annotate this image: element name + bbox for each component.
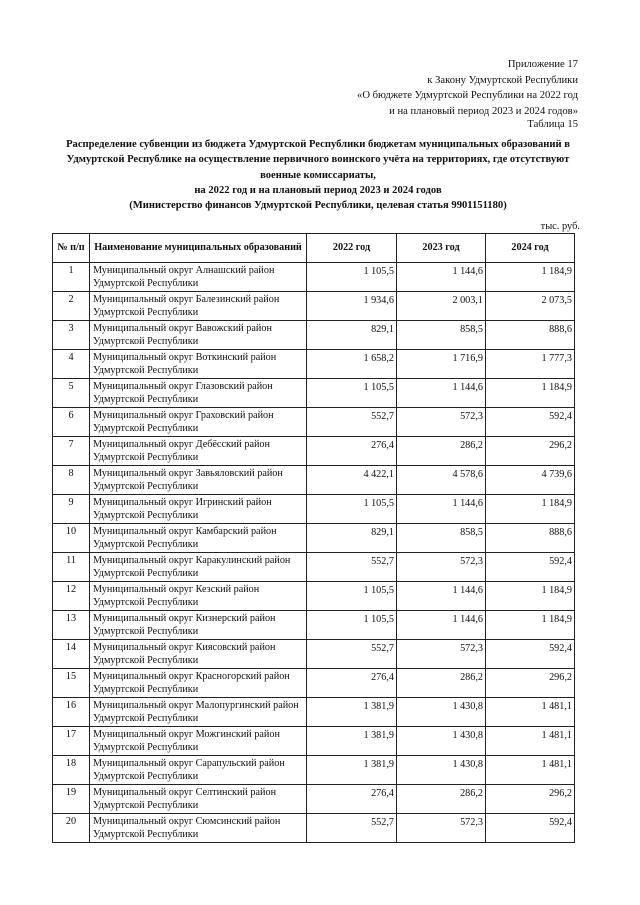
value-2024: 592,4	[486, 408, 575, 437]
table-row	[53, 698, 575, 727]
table-row	[53, 669, 575, 698]
row-number: 5	[53, 379, 90, 408]
municipality-name: Муниципальный округ Кезский район Удмуртской Республики	[90, 582, 307, 611]
municipality-name: Муниципальный округ Балезинский район Удмуртской Республики	[90, 292, 307, 321]
value-2023: 572,3	[397, 553, 486, 582]
row-number: 16	[53, 698, 90, 727]
municipality-name: Муниципальный округ Алнашский район Удмуртской Республики	[90, 263, 307, 292]
appendix-header	[357, 57, 578, 119]
row-number: 15	[53, 669, 90, 698]
row-number: 11	[53, 553, 90, 582]
row-number: 2	[53, 292, 90, 321]
value-2022: 276,4	[307, 669, 397, 698]
document-title	[50, 137, 586, 198]
municipality-name: Муниципальный округ Игринский район Удмуртской Республики	[90, 495, 307, 524]
municipality-name: Муниципальный округ Каракулинский район Удмуртской Республики	[90, 553, 307, 582]
value-2022: 552,7	[307, 408, 397, 437]
municipality-name: Муниципальный округ Завьяловский район Удмуртской Республики	[90, 466, 307, 495]
col-header-num: № п/п	[53, 234, 90, 263]
value-2024: 2 073,5	[486, 292, 575, 321]
subvention-table	[52, 233, 575, 843]
value-2024: 1 184,9	[486, 263, 575, 292]
value-2024: 888,6	[486, 524, 575, 553]
table-row	[53, 379, 575, 408]
value-2024: 296,2	[486, 437, 575, 466]
row-number: 18	[53, 756, 90, 785]
col-header-2023: 2023 год	[397, 234, 486, 263]
value-2022: 1 381,9	[307, 756, 397, 785]
row-number: 3	[53, 321, 90, 350]
value-2022: 1 105,5	[307, 263, 397, 292]
table-row	[53, 611, 575, 640]
value-2023: 572,3	[397, 640, 486, 669]
row-number: 4	[53, 350, 90, 379]
table-row	[53, 814, 575, 843]
value-2022: 829,1	[307, 321, 397, 350]
table-row	[53, 437, 575, 466]
row-number: 10	[53, 524, 90, 553]
value-2024: 592,4	[486, 640, 575, 669]
appendix-line: Приложение 17	[507, 59, 578, 70]
municipality-name: Муниципальный округ Вавожский район Удмуртской Республики	[90, 321, 307, 350]
value-2024: 1 184,9	[486, 379, 575, 408]
municipality-name: Муниципальный округ Малопургинский район Удмуртской Республики	[90, 698, 307, 727]
row-number: 14	[53, 640, 90, 669]
value-2024: 1 184,9	[486, 582, 575, 611]
value-2022: 1 105,5	[307, 379, 397, 408]
value-2023: 1 430,8	[397, 698, 486, 727]
appendix-line: к Закону Удмуртской Республики	[427, 74, 578, 86]
col-header-2024: 2024 год	[486, 234, 575, 263]
row-number: 8	[53, 466, 90, 495]
municipality-name: Муниципальный округ Глазовский район Удмуртской Республики	[90, 379, 307, 408]
value-2022: 1 105,5	[307, 582, 397, 611]
table-row	[53, 553, 575, 582]
value-2024: 592,4	[486, 553, 575, 582]
value-2023: 1 716,9	[397, 350, 486, 379]
table-row	[53, 408, 575, 437]
value-2023: 2 003,1	[397, 292, 486, 321]
table-row	[53, 495, 575, 524]
table-row	[53, 756, 575, 785]
value-2022: 276,4	[307, 785, 397, 814]
row-number: 17	[53, 727, 90, 756]
municipality-name: Муниципальный округ Сарапульский район Удмуртской Республики	[90, 756, 307, 785]
value-2024: 1 481,1	[486, 698, 575, 727]
municipality-name: Муниципальный округ Можгинский район Удмуртской Республики	[90, 727, 307, 756]
value-2022: 1 105,5	[307, 495, 397, 524]
row-number: 6	[53, 408, 90, 437]
value-2024: 1 184,9	[486, 495, 575, 524]
value-2023: 858,5	[397, 524, 486, 553]
title-line: военные комиссариаты,	[260, 169, 376, 181]
value-2024: 592,4	[486, 814, 575, 843]
table-row	[53, 263, 575, 292]
row-number: 12	[53, 582, 90, 611]
value-2023: 1 430,8	[397, 727, 486, 756]
municipality-name: Муниципальный округ Кизнерский район Удмуртской Республики	[90, 611, 307, 640]
value-2023: 286,2	[397, 785, 486, 814]
value-2022: 1 658,2	[307, 350, 397, 379]
value-2022: 1 105,5	[307, 611, 397, 640]
table-row	[53, 640, 575, 669]
table-row	[53, 350, 575, 379]
value-2024: 1 184,9	[486, 611, 575, 640]
row-number: 1	[53, 263, 90, 292]
row-number: 20	[53, 814, 90, 843]
table-row	[53, 582, 575, 611]
col-header-name: Наименование муниципальных образований	[90, 234, 307, 263]
row-number: 7	[53, 437, 90, 466]
title-line: Удмуртской Республике на осуществление первичного воинского учёта на территориях, где отсутствуют	[66, 154, 570, 166]
value-2023: 1 430,8	[397, 756, 486, 785]
value-2023: 1 144,6	[397, 582, 486, 611]
appendix-line: и на плановый период 2023 и 2024 годов»	[389, 105, 578, 117]
units-label: тыс. руб.	[540, 221, 580, 232]
value-2024: 4 739,6	[486, 466, 575, 495]
municipality-name: Муниципальный округ Дебёсский район Удмуртской Республики	[90, 437, 307, 466]
value-2023: 286,2	[397, 669, 486, 698]
municipality-name: Муниципальный округ Камбарский район Удмуртской Республики	[90, 524, 307, 553]
value-2023: 1 144,6	[397, 611, 486, 640]
table-row	[53, 727, 575, 756]
value-2022: 4 422,1	[307, 466, 397, 495]
municipality-name: Муниципальный округ Селтинский район Удмуртской Республики	[90, 785, 307, 814]
value-2022: 552,7	[307, 814, 397, 843]
municipality-name: Муниципальный округ Граховский район Удмуртской Республики	[90, 408, 307, 437]
table-header-row	[53, 234, 575, 263]
value-2024: 296,2	[486, 669, 575, 698]
value-2023: 4 578,6	[397, 466, 486, 495]
municipality-name: Муниципальный округ Красногорский район Удмуртской Республики	[90, 669, 307, 698]
value-2022: 552,7	[307, 640, 397, 669]
row-number: 13	[53, 611, 90, 640]
title-line: Распределение субвенции из бюджета Удмуртской Республики бюджетам муниципальных образований в	[66, 139, 570, 150]
municipality-name: Муниципальный округ Киясовский район Удмуртской Республики	[90, 640, 307, 669]
value-2022: 552,7	[307, 553, 397, 582]
value-2022: 1 934,6	[307, 292, 397, 321]
table-label: Таблица 15	[527, 119, 578, 130]
value-2022: 829,1	[307, 524, 397, 553]
value-2023: 858,5	[397, 321, 486, 350]
ministry-subtitle: (Министерство финансов Удмуртской Республики, целевая статья 9901151180)	[129, 200, 507, 211]
value-2023: 1 144,6	[397, 495, 486, 524]
appendix-line: «О бюджете Удмуртской Республики на 2022 год	[357, 90, 578, 101]
value-2023: 1 144,6	[397, 379, 486, 408]
municipality-name: Муниципальный округ Воткинский район Удмуртской Республики	[90, 350, 307, 379]
table-row	[53, 466, 575, 495]
row-number: 19	[53, 785, 90, 814]
value-2023: 1 144,6	[397, 263, 486, 292]
value-2022: 276,4	[307, 437, 397, 466]
title-line: на 2022 год и на плановый период 2023 и 2024 годов	[194, 184, 442, 196]
municipality-name: Муниципальный округ Сюмсинский район Удмуртской Республики	[90, 814, 307, 843]
value-2024: 888,6	[486, 321, 575, 350]
col-header-2022: 2022 год	[307, 234, 397, 263]
table-row	[53, 321, 575, 350]
table-row	[53, 785, 575, 814]
value-2023: 286,2	[397, 437, 486, 466]
table-row	[53, 292, 575, 321]
value-2022: 1 381,9	[307, 727, 397, 756]
value-2023: 572,3	[397, 408, 486, 437]
value-2024: 1 777,3	[486, 350, 575, 379]
value-2023: 572,3	[397, 814, 486, 843]
value-2024: 1 481,1	[486, 727, 575, 756]
value-2024: 296,2	[486, 785, 575, 814]
value-2022: 1 381,9	[307, 698, 397, 727]
table-row	[53, 524, 575, 553]
value-2024: 1 481,1	[486, 756, 575, 785]
row-number: 9	[53, 495, 90, 524]
